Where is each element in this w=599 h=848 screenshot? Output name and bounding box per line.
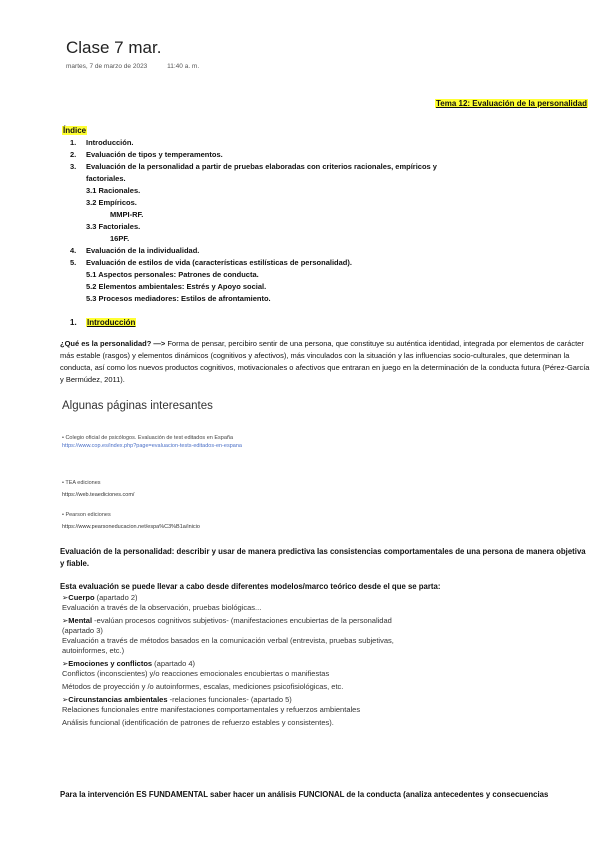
page-date: martes, 7 de marzo de 2023 xyxy=(66,63,148,70)
resource-item xyxy=(62,479,134,499)
topic-heading: Tema 12: Evaluación de la personalidad xyxy=(435,99,587,108)
model-title: Circunstancias ambientales xyxy=(68,695,168,704)
index-item: 4. Evaluación de la individualidad. xyxy=(70,246,200,255)
index-list xyxy=(70,137,437,305)
index-subitem: 16PF. xyxy=(110,234,130,243)
index-subitem: 3.1 Racionales. xyxy=(86,186,141,195)
index-item: 3. Evaluación de la personalidad a partir de pruebas elaboradas con criterios racionales, empíricos y xyxy=(70,162,437,171)
models-list xyxy=(62,593,422,731)
arrow-bullet-icon: ➢ xyxy=(62,695,69,704)
resource-label: • TEA ediciones xyxy=(62,480,101,486)
arrow-bullet-icon: ➢ xyxy=(62,616,69,625)
index-subitem: 3.2 Empíricos. xyxy=(86,198,137,207)
model-description: Evaluación a través de métodos basados en la comunicación verbal (entrevista, pruebas subjetivas, autoinformes, etc.) xyxy=(62,636,394,655)
index-item: factoriales. xyxy=(86,174,126,183)
final-note: Para la intervención ES FUNDAMENTAL saber hacer un análisis FUNCIONAL de la conducta (analiza antecedentes y consecuencias xyxy=(60,790,549,799)
index-heading: Índice xyxy=(63,126,87,135)
model-item: ➢Emociones y conflictos (apartado 4) Conflictos (inconscientes) y/o reacciones emocionales encubiertas o manifiestas Métodos de proyección y /o autoinformes, escalas, mediciones psicofisiológicas, etc. xyxy=(62,659,422,692)
evaluation-definition: Evaluación de la personalidad: describir y usar de manera predictiva las consistencias comportamentales de una persona de manera objetiva y fiable. xyxy=(60,547,586,568)
resource-link[interactable]: https://web.teaediciones.com/ xyxy=(62,492,135,498)
model-item: ➢Circunstancias ambientales -relaciones funcionales- (apartado 5) Relaciones funcionales entre manifestaciones comportamentales y refuerzos ambientales Análisis funcional (identificación de patrones de refuerzo estables y consistentes). xyxy=(62,695,422,728)
resource-label: • Colegio oficial de psicólogos. Evaluación de test editados en España xyxy=(62,435,234,441)
definition-question: ¿Qué es la personalidad? —> xyxy=(60,339,168,348)
model-title: Mental xyxy=(68,616,93,625)
model-title: Emociones y conflictos xyxy=(68,659,153,668)
page-timestamp xyxy=(66,63,199,70)
index-item: 1. Introducción. xyxy=(70,138,134,147)
definition-text: Forma de pensar, percibiro sentir de una persona, que constituye su auténtica identidad, integrada por elementos de carácter más estable (rasgos) y elementos dinámicos (cognitivos y afectivos), más vinculados con la situación y las influencias socio-culturales, que determinan la conducta, así como los nuevos productos cognitivos, motivacionales o afectivos que entraran en juego en la determinación de la conducta futura (Pérez-García y Bermúdez, 2011). xyxy=(60,339,590,384)
arrow-bullet-icon: ➢ xyxy=(62,593,69,602)
model-item: ➢Mental -evalúan procesos cognitivos subjetivos- (manifestaciones encubiertas de la personalidad (apartado 3) Evaluación a través de métodos basados en la comunicación verbal (entrevista, pruebas subjetivas, autoinformes, etc.) xyxy=(62,616,422,656)
resource-item xyxy=(62,511,200,531)
model-title: Cuerpo xyxy=(68,593,95,602)
section-number: 1. xyxy=(70,318,77,327)
personality-definition xyxy=(60,338,592,386)
model-description: Relaciones funcionales entre manifestaciones comportamentales y refuerzos ambientales xyxy=(62,705,361,714)
page-title: Clase 7 mar. xyxy=(66,38,162,57)
resource-link[interactable]: https://www.pearsoneducacion.net/espa%C3%B1a/inicio xyxy=(62,524,200,530)
model-description: Métodos de proyección y /o autoinformes, escalas, mediciones psicofisiológicas, etc. xyxy=(62,682,344,691)
pages-heading: Algunas páginas interesantes xyxy=(62,400,213,412)
index-subitem: MMPI-RF. xyxy=(110,210,144,219)
index-subitem: 5.1 Aspectos personales: Patrones de conducta. xyxy=(86,270,259,279)
model-description: Conflictos (inconscientes) y/o reacciones emocionales encubiertas o manifiestas xyxy=(62,669,330,678)
section-label: Introducción xyxy=(87,318,136,327)
model-item: ➢Cuerpo (apartado 2) Evaluación a través de la observación, pruebas biológicas... xyxy=(62,593,422,613)
index-item: 2. Evaluación de tipos y temperamentos. xyxy=(70,150,223,159)
page-time: 11:40 a. m. xyxy=(167,63,200,70)
arrow-bullet-icon: ➢ xyxy=(62,659,69,668)
index-subitem: 3.3 Factoriales. xyxy=(86,222,141,231)
resource-item xyxy=(62,434,292,450)
resource-label: • Pearson ediciones xyxy=(62,512,111,518)
index-subitem: 5.3 Procesos mediadores: Estilos de afrontamiento. xyxy=(86,294,271,303)
models-heading: Esta evaluación se puede llevar a cabo desde diferentes modelos/marco teórico desde el que se parta: xyxy=(60,582,441,591)
index-subitem: 5.2 Elementos ambientales: Estrés y Apoyo social. xyxy=(86,282,267,291)
section-heading xyxy=(70,318,136,327)
model-description: Análisis funcional (identificación de patrones de refuerzo estables y consistentes). xyxy=(62,718,334,727)
index-item: 5. Evaluación de estilos de vida (características estilísticas de personalidad). xyxy=(70,258,352,267)
resource-link[interactable]: https://www.cop.es/index.php?page=evaluacion-tests-editados-en-espana xyxy=(62,443,242,449)
model-description: Evaluación a través de la observación, pruebas biológicas... xyxy=(62,603,262,612)
